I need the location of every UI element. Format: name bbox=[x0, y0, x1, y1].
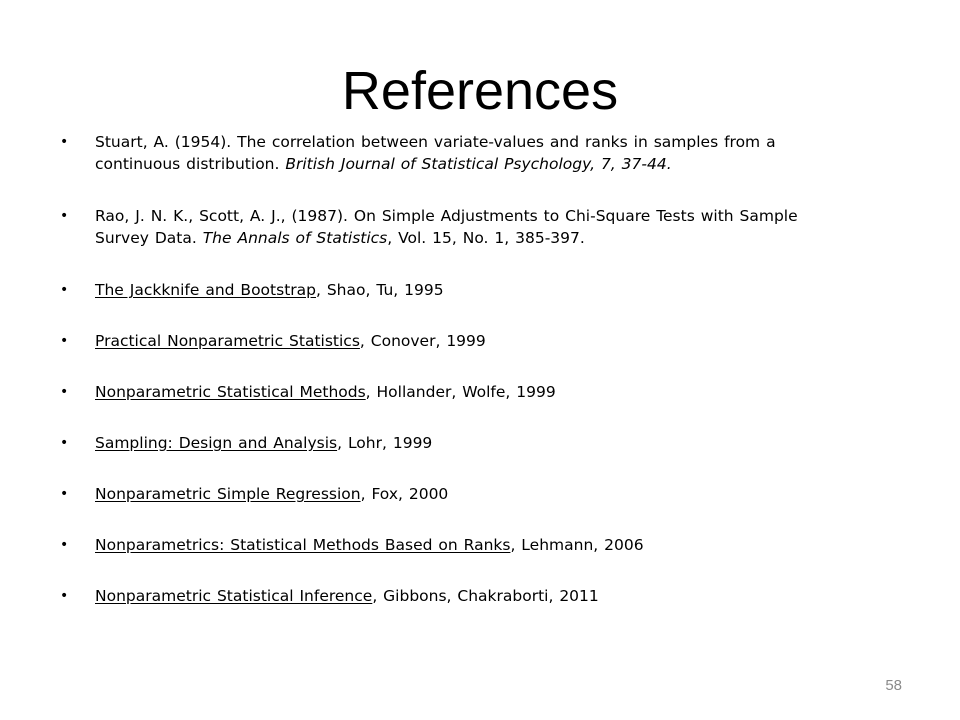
reference-item bbox=[60, 432, 850, 454]
book-title-link[interactable]: Practical Nonparametric Statistics bbox=[95, 332, 360, 350]
reference-item bbox=[60, 534, 850, 556]
reference-authors: , Conover, 1999 bbox=[359, 332, 486, 350]
journal-citation: British Journal of Statistical Psychology, 7, 37-44. bbox=[285, 155, 672, 173]
reference-authors: , Shao, Tu, 1995 bbox=[315, 281, 444, 299]
reference-text: Rao, J. N. K., Scott, A. J., (1987). On Simple Adjustments to Chi-Square Tests with Sample Survey Data. bbox=[95, 207, 798, 247]
book-title-link[interactable]: Nonparametrics: Statistical Methods Based on Ranks bbox=[95, 536, 511, 554]
book-title-link[interactable]: Nonparametric Simple Regression bbox=[95, 485, 361, 503]
bullet-icon: • bbox=[60, 588, 69, 604]
bullet-icon: • bbox=[60, 282, 69, 298]
bullet-icon: • bbox=[60, 435, 69, 451]
book-title-link[interactable]: Nonparametric Statistical Methods bbox=[95, 383, 366, 401]
reference-authors: , Lehmann, 2006 bbox=[510, 536, 644, 554]
slide-title: References bbox=[341, 61, 619, 121]
reference-item bbox=[60, 205, 850, 249]
reference-authors: , Gibbons, Chakraborti, 2011 bbox=[372, 587, 599, 605]
journal-citation: The Annals of Statistics bbox=[202, 229, 388, 247]
reference-text: , Vol. 15, No. 1, 385-397. bbox=[387, 229, 585, 247]
bullet-icon: • bbox=[60, 384, 69, 400]
reference-item bbox=[60, 483, 850, 505]
reference-authors: , Hollander, Wolfe, 1999 bbox=[365, 383, 556, 401]
reference-item bbox=[60, 131, 850, 175]
bullet-icon: • bbox=[60, 486, 69, 502]
reference-item bbox=[60, 585, 850, 607]
bullet-icon: • bbox=[60, 537, 69, 553]
reference-authors: , Lohr, 1999 bbox=[337, 434, 433, 452]
book-title-link[interactable]: The Jackknife and Bootstrap bbox=[95, 281, 316, 299]
bullet-icon: • bbox=[60, 134, 69, 150]
reference-authors: , Fox, 2000 bbox=[360, 485, 449, 503]
reference-item bbox=[60, 279, 850, 301]
book-title-link[interactable]: Nonparametric Statistical Inference bbox=[95, 587, 373, 605]
reference-text: Stuart, A. (1954). The correlation between variate-values and ranks in samples from a continuous distribution. bbox=[95, 133, 776, 173]
reference-item bbox=[60, 381, 850, 403]
reference-list bbox=[60, 131, 850, 607]
page-number: 58 bbox=[885, 677, 902, 694]
bullet-icon: • bbox=[60, 208, 69, 224]
book-title-link[interactable]: Sampling: Design and Analysis bbox=[95, 434, 338, 452]
reference-item bbox=[60, 330, 850, 352]
bullet-icon: • bbox=[60, 333, 69, 349]
